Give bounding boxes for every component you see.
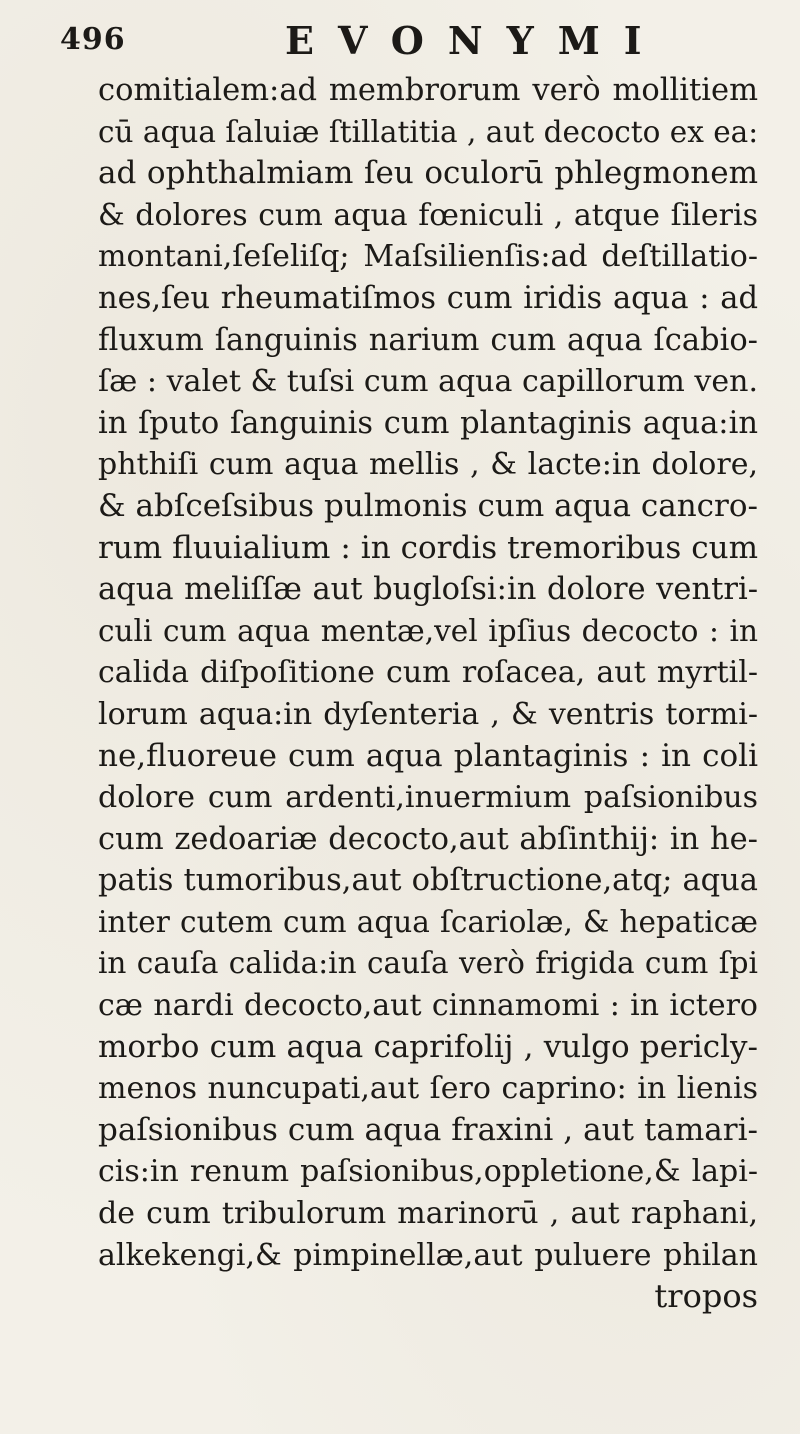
- text-line: lorum aqua:in dyſenteria , & ventris tormi-: [98, 696, 758, 732]
- text-line: de cum tribulorum marinorū , aut raphani,: [98, 1196, 758, 1232]
- text-line: cū aqua ſaluiæ ſtillatitia , aut decocto ex ea:: [98, 114, 759, 149]
- text-line: comitialem:ad membrorum verò mollitiem: [98, 73, 758, 108]
- text-line: cis:in renum paſsionibus,oppletione,& lapi-: [98, 1154, 758, 1190]
- running-head: EVONYMI: [285, 18, 666, 63]
- page-header: [60, 14, 750, 64]
- text-line: patis tumoribus,aut obſtructione,atq; aqua: [98, 863, 758, 899]
- text-line: fluxum ſanguinis narium cum aqua ſcabio-: [98, 322, 758, 358]
- text-line: menos nuncupati,aut ſero caprino: in lienis: [98, 1071, 758, 1107]
- page-number: 496: [60, 22, 126, 57]
- text-line: dolore cum ardenti,inuermium paſsionibus: [98, 780, 758, 816]
- text-line: ſæ : valet & tuſsi cum aqua capillorum ven.: [98, 364, 758, 400]
- text-line: nes,ſeu rheumatiſmos cum iridis aqua : ad: [98, 280, 758, 316]
- text-line: rum fluuialium : in cordis tremoribus cum: [98, 529, 758, 566]
- text-line: culi cum aqua mentæ,vel ipſius decocto : in: [98, 613, 758, 648]
- text-line: ad ophthalmiam ſeu oculorū phlegmonem: [98, 155, 758, 192]
- text-line: inter cutem cum aqua ſcariolæ, & hepaticæ: [98, 904, 758, 939]
- text-line: & dolores cum aqua fœniculi , atque ſileris: [98, 197, 758, 233]
- text-line: & abſceſsibus pulmonis cum aqua cancro-: [98, 487, 758, 524]
- text-line: cæ nardi decocto,aut cinnamomi : in ictero: [98, 988, 758, 1024]
- text-line: morbo cum aqua caprifolij , vulgo pericly-: [98, 1028, 758, 1065]
- text-line: cum zedoariæ decocto,aut abſinthij: in he-: [98, 821, 758, 857]
- text-line: aqua meliſſæ aut bugloſsi:in dolore ventri-: [98, 572, 758, 608]
- text-line-last: tropos: [654, 1277, 758, 1316]
- text-line: paſsionibus cum aqua fraxini , aut tamari-: [98, 1111, 758, 1148]
- text-line: in ſputo ſanguinis cum plantaginis aqua:in: [98, 405, 758, 441]
- text-line: alkekengi,& pimpinellæ,aut puluere philan: [98, 1237, 758, 1273]
- text-line: calida diſpoſitione cum roſacea, aut myrtil-: [98, 655, 758, 691]
- body-text: [98, 70, 758, 1318]
- text-line: phthiſi cum aqua mellis , & lacte:in dolore,: [98, 447, 758, 483]
- text-line: montani,ſeſeliſq; Maſsilienſis:ad deſtillatio-: [98, 239, 758, 275]
- text-line: in cauſa calida:in cauſa verò frigida cum ſpi: [98, 946, 758, 981]
- text-line: ne,fluoreue cum aqua plantaginis : in coli: [98, 737, 758, 774]
